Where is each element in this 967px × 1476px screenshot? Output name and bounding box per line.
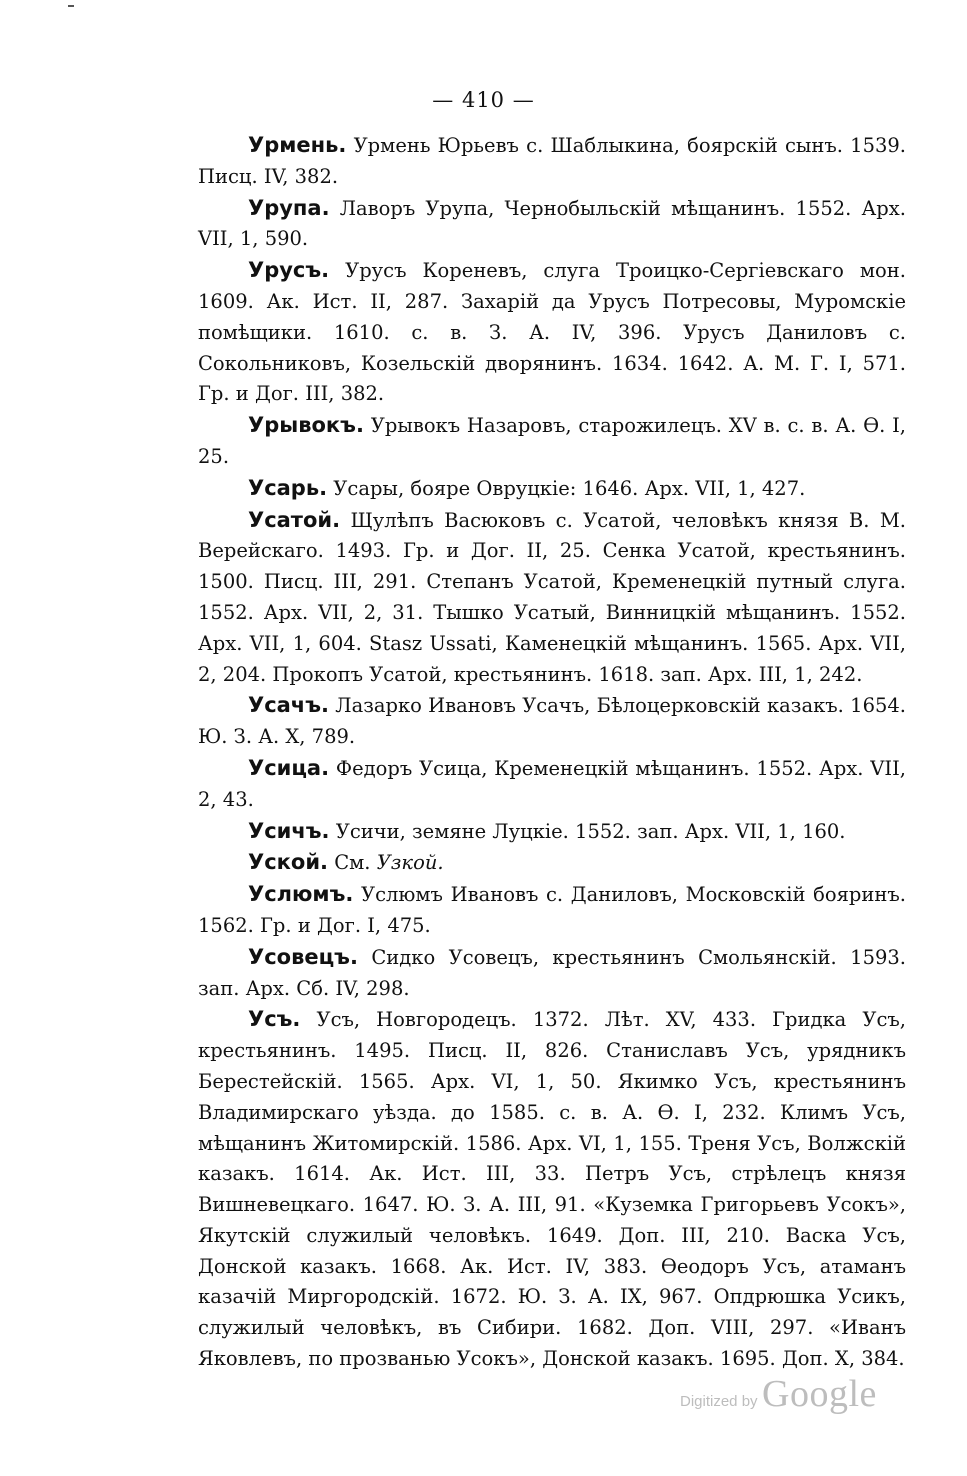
entry-headword: Урупа. xyxy=(248,195,330,220)
entry xyxy=(198,410,906,473)
entry-text: Урмень Юрьевъ с. Шаблыкина, боярскій сынъ. 1539. Писц. IV, 382. xyxy=(198,134,906,188)
entry-headword: Услюмъ. xyxy=(248,882,354,907)
entry-headword: Усатой. xyxy=(248,507,341,532)
entry-text: Усичи, земяне Луцкіе. 1552. зап. Арх. VII, 1, 160. xyxy=(329,819,846,843)
entry xyxy=(198,753,906,816)
entry-text: Щулѣпъ Васюковъ с. Усатой, человѣкъ князя В. М. Верейскаго. 1493. Гр. и Дог. II, 25. Сенка Усатой, крестьянинъ. 1500. Писц. III, 291. Степанъ Усатой, Кременецкій путный слуга. 1552. Арх. VII, 2, 31. Тышко Усатый, Винницкій мѣщанинъ. 1552. Арх. VII, 1, 604. Stasz Ussati, Каменецкій мѣщанинъ. 1565. Арх. VII, 2, 204. Прокопъ Усатой, крестьянинъ. 1618. зап. Арх. III, 1, 242. xyxy=(198,508,906,686)
entry-text: Урусъ Кореневъ, слуга Троицко-Сергіевскаго мон. 1609. Ак. Ист. II, 287. Захарій да Урусъ Потресовы, Муромскіе помѣщики. 1610. с. в. З. А. IV, 396. Урусъ Даниловъ с. Сокольниковъ, Козельскій дворянинъ. 1634. 1642. А. М. Г. I, 571. Гр. и Дог. III, 382. xyxy=(198,259,906,406)
entry-headword: Усица. xyxy=(248,755,330,780)
entry-text: См. xyxy=(328,851,377,875)
entry-text: Лаворъ Урупа, Чернобыльскій мѣщанинъ. 1552. Арх. VII, 1, 590. xyxy=(198,196,906,251)
entry-text: Сидко Усовецъ, крестьянинъ Смольянскій. 1593. зап. Арх. Сб. IV, 298. xyxy=(198,945,906,1000)
entry-text: Усъ, Новгородецъ. 1372. Лѣт. XV, 433. Гридка Усъ, крестьянинъ. 1495. Писц. II, 826. Станиславъ Усъ, урядникъ Берестейскій. 1565. Арх. VI, 1, 50. Якимко Усъ, крестьянинъ Владимирскаго уѣзда. до 1585. с. в. А. Ѳ. I, 232. Климъ Усъ, мѣщанинъ Житомирскій. 1586. Арх. VI, 1, 155. Треня Усъ, Волжскій казакъ. 1614. Ак. Ист. III, 33. Петръ Усъ, стрѣлецъ князя Вишневецкаго. 1647. Ю. З. А. III, 91. «Куземка Григорьевъ Усокъ», Якутскій служилый человѣкъ. 1649. Доп. III, 210. Васка Усъ, Донской казакъ. 1668. Ак. Ист. IV, 383. Ѳеодоръ Усъ, атаманъ казачій Миргородскій. 1672. Ю. З. А. IX, 967. Опдрюшка Усикъ, служилый человѣкъ, въ Сибири. 1682. Доп. VIII, 297. «Иванъ Яковлевъ, по прозванью Усокъ», Донской казакъ. 1695. Доп. X, 384. xyxy=(198,1008,906,1371)
entry-headword: Усарь. xyxy=(248,475,328,500)
entry-headword: Усъ. xyxy=(248,1007,301,1032)
entry-text: Федоръ Усица, Кременецкій мѣщанинъ. 1552. Арх. VII, 2, 43. xyxy=(198,756,906,811)
entry-headword: Усачъ. xyxy=(248,693,329,718)
entry-headword: Урусъ. xyxy=(248,258,330,283)
entry-text: Лазарко Ивановъ Усачъ, Бѣлоцерковскій казакъ. 1654. Ю. З. А. X, 789. xyxy=(198,694,906,749)
entry xyxy=(198,816,906,848)
entry xyxy=(198,847,906,879)
entry-text: Услюмъ Ивановъ с. Даниловъ, Московскій бояринъ. 1562. Гр. и Дог. I, 475. xyxy=(198,883,906,937)
entry xyxy=(198,255,906,410)
dictionary-entries xyxy=(198,130,906,1375)
entry-text: Урывокъ Назаровъ, старожилецъ. XV в. с. в. А. Ѳ. I, 25. xyxy=(198,414,906,468)
entry xyxy=(198,473,906,505)
entry-headword: Урывокъ. xyxy=(248,413,364,438)
page-number: — 410 — xyxy=(432,88,535,112)
margin-mark xyxy=(68,5,74,7)
entry xyxy=(198,505,906,691)
entry xyxy=(198,879,906,942)
watermark-prefix: Digitized by xyxy=(680,1393,758,1410)
entry xyxy=(198,1004,906,1375)
entry xyxy=(198,942,906,1005)
entry xyxy=(198,130,906,193)
digitized-watermark xyxy=(680,1372,877,1416)
entry-text: Усары, бояре Овруцкіе: 1646. Арх. VII, 1, 427. xyxy=(327,476,806,500)
google-logo: Google xyxy=(762,1373,877,1415)
entry xyxy=(198,193,906,256)
entry-headword: Уской. xyxy=(248,850,329,875)
entry-headword: Урмень. xyxy=(248,133,347,157)
entry-headword: Усовецъ. xyxy=(248,944,358,969)
cross-reference: Узкой. xyxy=(376,851,444,875)
entry xyxy=(198,690,906,753)
entry-headword: Усичъ. xyxy=(248,818,330,843)
